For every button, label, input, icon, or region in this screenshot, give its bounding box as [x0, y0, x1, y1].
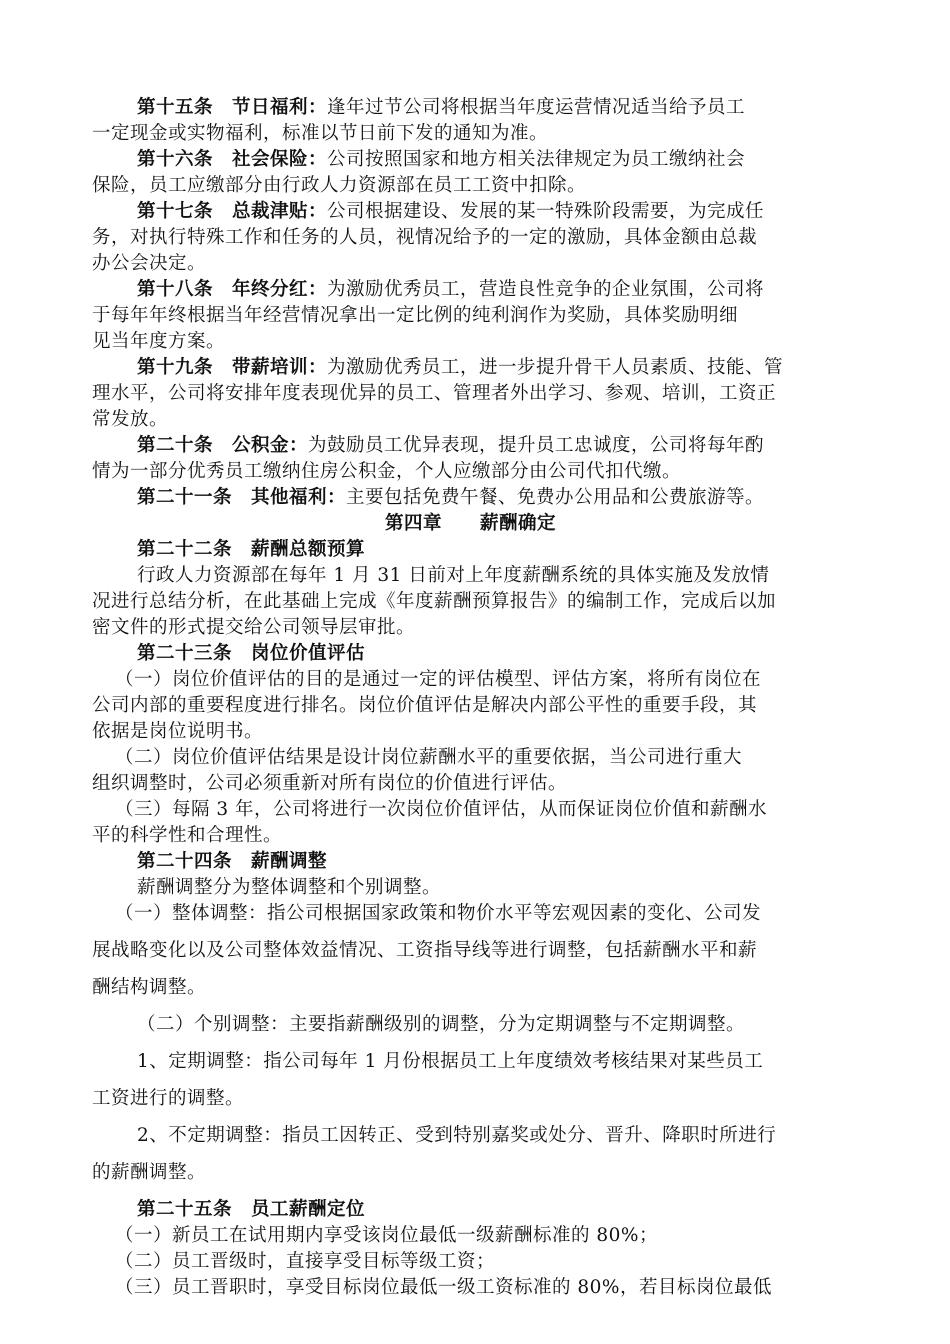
article-22-line-2: 况进行总结分析，在此基础上完成《年度薪酬预算报告》的编制工作，完成后以加	[92, 591, 777, 612]
article-23-p3-line-2: 平的科学性和合理性。	[92, 825, 283, 846]
article-17-heading: 第十七条 总裁津贴：	[137, 201, 328, 222]
article-23-p3-line-1: （三）每隔 3 年，公司将进行一次岗位价值评估，从而保证岗位价值和薪酬水	[115, 799, 768, 820]
article-17-line-3: 办公会决定。	[92, 253, 207, 274]
article-24-p2: （二）个别调整：主要指薪酬级别的调整，分为定期调整与不定期调整。	[137, 1014, 746, 1035]
article-21-line-1: 第二十一条 其他福利：主要包括免费午餐、免费办公用品和公费旅游等。	[137, 487, 765, 508]
article-15-line-1: 第十五条 节日福利：逢年过节公司将根据当年度运营情况适当给予员工	[137, 97, 746, 118]
article-24-p1-line-2: 展战略变化以及公司整体效益情况、工资指导线等进行调整，包括薪酬水平和薪	[92, 940, 758, 961]
article-24-p3-line-2: 工资进行的调整。	[92, 1088, 245, 1109]
article-25-p3: （三）员工晋职时，享受目标岗位最低一级工资标准的 80%，若目标岗位最低	[115, 1277, 773, 1298]
article-18-line-2: 于每年年终根据当年经营情况拿出一定比例的纯利润作为奖励，具体奖励明细	[92, 305, 739, 326]
article-24-p4-line-2: 的薪酬调整。	[92, 1162, 207, 1183]
article-24-heading: 第二十四条 薪酬调整	[137, 851, 328, 872]
article-19-line-2: 理水平，公司将安排年度表现优异的员工、管理者外出学习、参观、培训，工资正	[92, 383, 777, 404]
article-20-line-2: 情为一部分优秀员工缴纳住房公积金，个人应缴部分由公司代扣代缴。	[92, 461, 682, 482]
article-17-line-1: 第十七条 总裁津贴：公司根据建设、发展的某一特殊阶段需要，为完成任	[137, 201, 765, 222]
article-22-line-1: 行政人力资源部在每年 1 月 31 日前对上年度薪酬系统的具体实施及发放情	[137, 565, 770, 586]
article-19-heading: 第十九条 带薪培训：	[137, 357, 328, 378]
article-24-p3-line-1: 1、定期调整：指公司每年 1 月份根据员工上年度绩效考核结果对某些员工	[137, 1051, 764, 1072]
article-23-heading: 第二十三条 岗位价值评估	[137, 643, 366, 664]
article-18-line-1: 第十八条 年终分红：为激励优秀员工，营造良性竞争的企业氛围，公司将	[137, 279, 765, 300]
article-17-line-2: 务，对执行特殊工作和任务的人员，视情况给予的一定的激励，具体金额由总裁	[92, 227, 758, 248]
article-23-p1-line-1: （一）岗位价值评估的目的是通过一定的评估模型、评估方案，将所有岗位在	[115, 669, 762, 690]
article-18-heading: 第十八条 年终分红：	[137, 279, 328, 300]
article-16-line-2: 保险，员工应缴部分由行政人力资源部在员工工资中扣除。	[92, 175, 587, 196]
article-25-heading: 第二十五条 员工薪酬定位	[137, 1199, 366, 1220]
article-16-line-1: 第十六条 社会保险：公司按照国家和地方相关法律规定为员工缴纳社会	[137, 149, 746, 170]
article-19-line-3: 常发放。	[92, 409, 169, 430]
article-22-line-3: 密文件的形式提交给公司领导层审批。	[92, 617, 416, 638]
article-24-p1-line-1: （一）整体调整：指公司根据国家政策和物价水平等宏观因素的变化、公司发	[115, 903, 762, 924]
article-16-heading: 第十六条 社会保险：	[137, 149, 328, 170]
article-24-intro: 薪酬调整分为整体调整和个别调整。	[137, 877, 442, 898]
article-19-line-1: 第十九条 带薪培训：为激励优秀员工，进一步提升骨干人员素质、技能、管	[137, 357, 784, 378]
article-23-p2-line-2: 组织调整时，公司必须重新对所有岗位的价值进行评估。	[92, 773, 568, 794]
article-24-p4-line-1: 2、不定期调整：指员工因转正、受到特别嘉奖或处分、晋升、降职时所进行	[137, 1125, 777, 1146]
article-20-line-1: 第二十条 公积金：为鼓励员工优异表现，提升员工忠诚度，公司将每年酌	[137, 435, 765, 456]
article-24-p1-line-3: 酬结构调整。	[92, 977, 207, 998]
article-23-p1-line-2: 公司内部的重要程度进行排名。岗位价值评估是解决内部公平性的重要手段，其	[92, 695, 758, 716]
article-18-line-3: 见当年度方案。	[92, 331, 226, 352]
article-23-p2-line-1: （二）岗位价值评估结果是设计岗位薪酬水平的重要依据，当公司进行重大	[115, 747, 743, 768]
article-21-heading: 第二十一条 其他福利：	[137, 487, 347, 508]
chapter-4-title: 第四章 薪酬确定	[385, 513, 557, 534]
article-20-heading: 第二十条 公积金：	[137, 435, 309, 456]
article-25-p1: （一）新员工在试用期内享受该岗位最低一级薪酬标准的 80%；	[115, 1225, 659, 1246]
article-22-heading: 第二十二条 薪酬总额预算	[137, 539, 366, 560]
article-25-p2: （二）员工晋级时，直接享受目标等级工资；	[115, 1251, 496, 1272]
article-15-line-2: 一定现金或实物福利，标准以节日前下发的通知为准。	[92, 123, 549, 144]
article-23-p1-line-3: 依据是岗位说明书。	[92, 721, 264, 742]
article-15-heading: 第十五条 节日福利：	[137, 97, 328, 118]
